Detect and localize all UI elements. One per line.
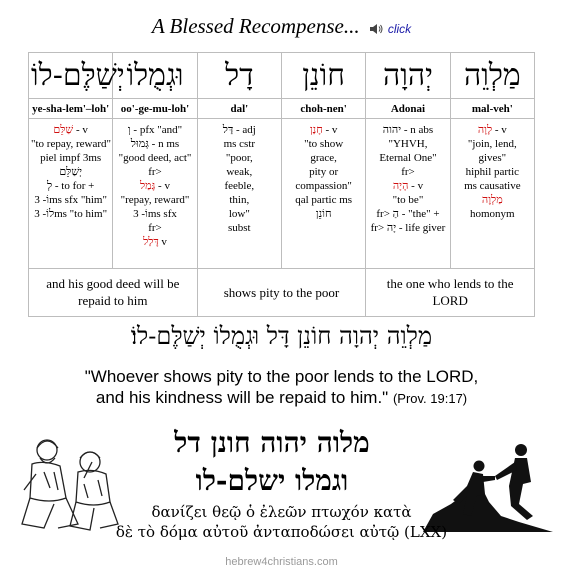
grammar-note-text: "join, lend, [467, 138, 517, 150]
grammar-note-text: וְ - pfx "and" [127, 124, 183, 136]
grammar-notes-row [29, 119, 535, 269]
grammar-note-line [453, 151, 532, 165]
title-row [0, 14, 563, 39]
grammar-note-text: מַלְוֶה [481, 194, 503, 206]
speaker-icon[interactable] [369, 23, 383, 35]
grammar-notes [197, 119, 281, 269]
grammar-note-line [284, 123, 363, 137]
grammar-note-text: דַּל - adj [222, 124, 256, 136]
grammar-note-text: לָוָה [477, 124, 493, 136]
grammar-note-line [284, 207, 363, 221]
grammar-notes [366, 119, 450, 269]
grammar-note-text: piel impf 3ms [40, 152, 102, 164]
grammar-note-text: הָיָה [392, 180, 409, 192]
grammar-note-text: "to repay, reward" [31, 138, 112, 150]
phrase-meaning: and his good deed will be repaid to him [29, 268, 198, 316]
grammar-note-text: יהוה - n abs [382, 124, 434, 136]
grammar-note-suffix: - v [322, 124, 338, 136]
hebrew-word: מַלְוֵה [450, 53, 534, 99]
grammar-note-text: לְ [46, 180, 53, 192]
grammar-note-line [115, 221, 194, 235]
grammar-note-text: fr> [401, 166, 415, 178]
grammar-note-line [200, 137, 279, 151]
grammar-note-line [31, 151, 110, 165]
grammar-note-text: pity or [309, 166, 339, 178]
grammar-note-line [368, 221, 447, 235]
hebrew-word: וּגְמֻלוֹ [113, 53, 197, 99]
grammar-note-line [284, 193, 363, 207]
grammar-note-line [284, 179, 363, 193]
grammar-note-text: דָּלַל [143, 236, 159, 248]
grammar-note-line [115, 193, 194, 207]
grammar-note-line [115, 207, 194, 221]
grammar-note-text: גְּמוּל - n ms [130, 138, 180, 150]
grammar-note-text: וֹ- 3ms sfx "him" [34, 194, 107, 206]
grammar-note-text: לוֹ- 3ms "to him" [34, 208, 108, 220]
grammar-note-text: גָּמַל [140, 180, 156, 192]
grammar-note-suffix: - v [155, 180, 170, 192]
grammar-note-line [368, 137, 447, 151]
grammar-note-text: "good deed, act" [118, 152, 192, 164]
modern-hebrew-line: וגמלו ישלם-לו [195, 464, 349, 497]
grammar-note-suffix: - v [408, 180, 424, 192]
grammar-note-text: homonym [470, 208, 515, 220]
grammar-note-line [368, 179, 447, 193]
verse-english-line [0, 387, 563, 409]
grammar-note-line [368, 207, 447, 221]
greek-line: δανίζει θεῷ ὁ ἐλεῶν πτωχόν κατὰ [151, 503, 412, 521]
hebrew-word: חוֹנֵן [281, 53, 365, 99]
grammar-note-suffix: - v [492, 124, 507, 136]
grammar-note-line [200, 221, 279, 235]
grammar-note-line [31, 123, 110, 137]
transliteration: choh-nen' [281, 99, 365, 119]
grammar-note-text: fr> [148, 166, 162, 178]
transliteration: mal-veh' [450, 99, 534, 119]
grammar-note-line [368, 165, 447, 179]
grammar-note-line [284, 137, 363, 151]
grammar-note-text: subst [228, 222, 251, 234]
grammar-note-text: שַׁלֵּם [53, 124, 74, 136]
grammar-note-text: feeble, [224, 180, 255, 192]
grammar-note-line [284, 165, 363, 179]
verse-english-line: "Whoever shows pity to the poor lends to the LORD, [84, 367, 479, 386]
grammar-note-line [453, 137, 532, 151]
grammar-notes [113, 119, 197, 269]
grammar-note-text: "to be" [392, 194, 424, 206]
transliteration: ye-sha-lem'–loh' [29, 99, 113, 119]
phrase-meaning: shows pity to the poor [197, 268, 366, 316]
grammar-note-line [115, 179, 194, 193]
transliteration-row [29, 99, 535, 119]
grammar-note-line [453, 207, 532, 221]
grammar-note-text: Eternal One" [379, 152, 437, 164]
grammar-note-suffix: - v [73, 124, 88, 136]
hebrew-word-row [29, 53, 535, 99]
audio-click-link[interactable]: click [387, 22, 412, 36]
grammar-note-text: weak, [226, 166, 253, 178]
meaning-row [29, 268, 535, 316]
grammar-note-line [200, 123, 279, 137]
grammar-note-suffix: - to for + [52, 180, 95, 192]
hebrew-word: יְהוָה [366, 53, 450, 99]
grammar-note-line [115, 235, 194, 249]
grammar-note-text: hiphil partic [465, 166, 520, 178]
grammar-note-text: grace, [310, 152, 337, 164]
grammar-note-line [453, 165, 532, 179]
hebrew-word: דָל [197, 53, 281, 99]
grammar-note-line [115, 165, 194, 179]
grammar-note-line [368, 123, 447, 137]
grammar-note-text: qal partic ms [295, 194, 353, 206]
grammar-note-text: fr> [148, 222, 162, 234]
grammar-note-line [31, 193, 110, 207]
grammar-note-line [115, 123, 194, 137]
grammar-note-line [200, 151, 279, 165]
grammar-note-line [31, 165, 110, 179]
grammar-note-line [368, 193, 447, 207]
grammar-note-text: ms causative [464, 180, 521, 192]
grammar-note-line [453, 193, 532, 207]
grammar-note-text: fr> הַ - "the" + [376, 208, 440, 220]
transliteration: oo'-ge-mu-loh' [113, 99, 197, 119]
modern-hebrew-line: מלוה יהוה חונן דל [174, 426, 370, 459]
grammar-note-line [31, 137, 110, 151]
grammar-note-line [115, 151, 194, 165]
grammar-note-line [200, 207, 279, 221]
phrase-meaning: the one who lends to the LORD [366, 268, 535, 316]
grammar-note-text: "repay, reward" [120, 194, 190, 206]
grammar-note-text: חוֹנֵן [315, 208, 332, 220]
site-footer[interactable]: hebrew4christians.com [225, 556, 338, 568]
grammar-notes [29, 119, 113, 269]
grammar-notes [281, 119, 365, 269]
grammar-note-line [368, 151, 447, 165]
grammar-note-line [200, 193, 279, 207]
grammar-note-line [453, 179, 532, 193]
page-title: A Blessed Recompense... [151, 14, 360, 38]
grammar-note-line [200, 179, 279, 193]
grammar-note-text: וֹ- 3ms sfx [133, 208, 177, 220]
grammar-note-line [453, 123, 532, 137]
greek-line: δὲ τὸ δόμα αὐτοῦ ἀνταποδώσει αὐτῷ (LXX) [115, 523, 448, 541]
grammar-note-text: "to show [304, 138, 344, 150]
hebrew-word: יְשַׁלֶּם-לוֹ [29, 53, 113, 99]
grammar-note-text: חָנַן [309, 124, 323, 136]
transliteration: dal' [197, 99, 281, 119]
grammar-note-line [31, 207, 110, 221]
verse-english [0, 366, 563, 409]
grammar-note-line [31, 179, 110, 193]
grammar-note-line [115, 137, 194, 151]
grammar-note-text: low" [228, 208, 250, 220]
grammar-note-text: fr> יָה - life giver [370, 222, 446, 234]
verse-hebrew: מַלְוֵה יְהוָה חוֹנֵן דָּל וּגְמֻלוֹ יְשַׁלֶּם-לוֹ׃ [130, 322, 433, 350]
grammar-note-text: "YHVH, [388, 138, 428, 150]
grammar-note-text: thin, [229, 194, 250, 206]
grammar-note-text: compassion" [295, 180, 352, 192]
verse-reference: (Prov. 19:17) [392, 391, 468, 406]
grammar-note-text: יְשַׁלֵּם [59, 166, 82, 178]
grammar-notes [450, 119, 534, 269]
grammar-note-text: gives" [478, 152, 507, 164]
grammar-note-text: ms cstr [223, 138, 256, 150]
verse-english-text: and his kindness will be repaid to him." [95, 388, 389, 407]
word-breakdown-table [28, 52, 535, 317]
grammar-note-line [200, 165, 279, 179]
septuagint-verse [0, 502, 563, 542]
transliteration: Adonai [366, 99, 450, 119]
grammar-note-text: "poor, [225, 152, 253, 164]
grammar-note-line [284, 151, 363, 165]
grammar-note-suffix: v [158, 236, 167, 248]
modern-hebrew-verse [124, 424, 420, 500]
